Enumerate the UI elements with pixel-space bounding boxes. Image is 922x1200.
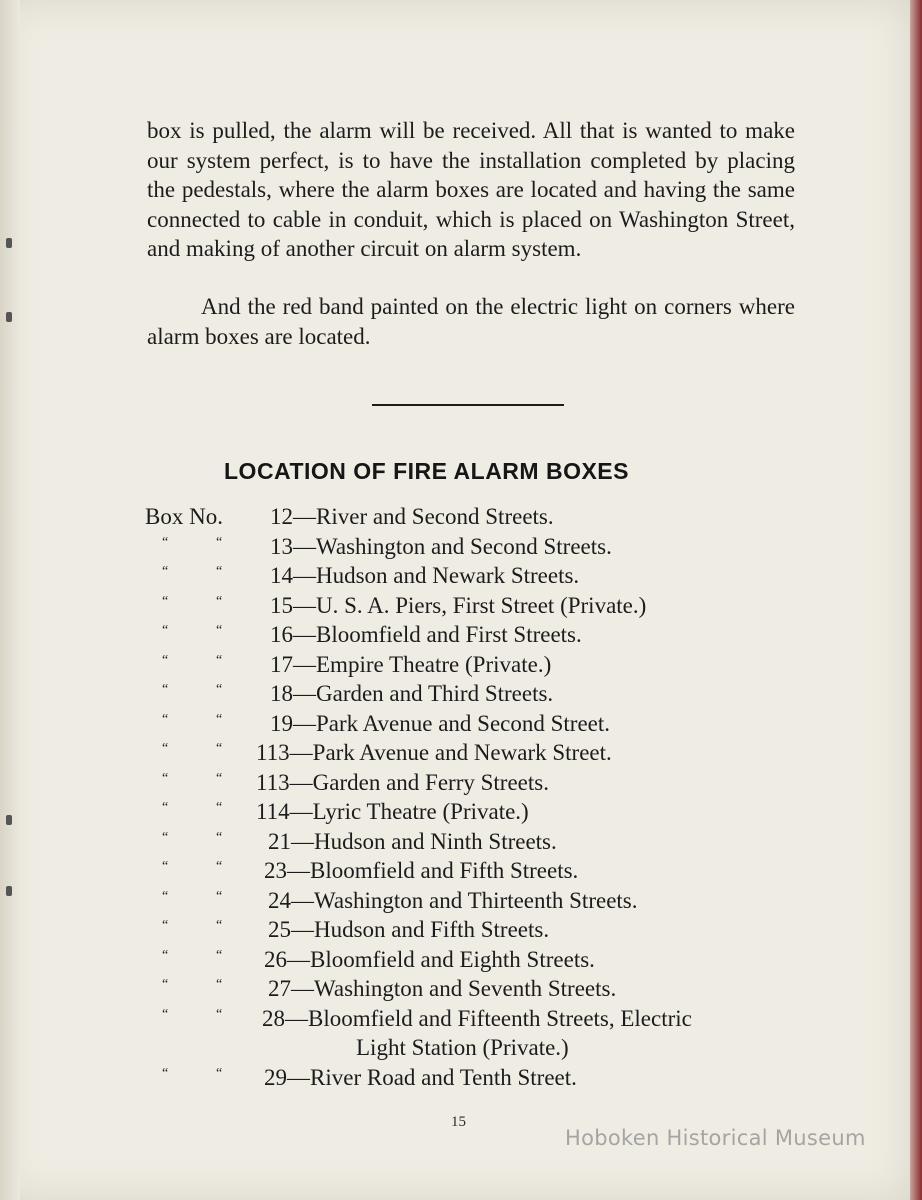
intro-paragraph-1: box is pulled, the alarm will be received. All that is wanted to make our system perfect, is to have the installation completed by placing the pedestals, where the alarm boxes are located and having the same connected to cable in conduit, which is placed on Washington Street, and making of another circuit on alarm system. (147, 118, 795, 261)
box-list-row (0, 915, 910, 945)
ditto-mark: “ (162, 800, 169, 815)
ditto-mark: “ (216, 652, 223, 668)
box-entry-continuation: Light Station (Private.) (356, 1035, 569, 1060)
ditto-mark: “ (216, 947, 223, 963)
box-entry: 14—Hudson and Newark Streets. (270, 563, 580, 588)
box-entry: 23—Bloomfield and Fifth Streets. (264, 858, 579, 883)
ditto-mark: “ (216, 534, 223, 550)
box-list-row (0, 591, 910, 621)
ditto-mark: “ (162, 977, 169, 992)
box-entry: 25—Hudson and Fifth Streets. (268, 917, 550, 942)
ditto-mark: “ (162, 888, 169, 904)
ditto-mark: “ (216, 623, 223, 638)
ditto-mark: “ (162, 593, 169, 609)
ditto-mark: “ (216, 829, 223, 845)
box-list-row (0, 561, 910, 591)
box-list-row (0, 650, 910, 680)
box-entry: 24—Washington and Thirteenth Streets. (268, 887, 638, 913)
box-list-row (0, 974, 910, 1004)
ditto-mark: “ (162, 1065, 169, 1081)
box-list-row (0, 502, 910, 532)
box-list-row (0, 768, 910, 798)
box-list-row (0, 856, 910, 886)
intro-paragraph-2: And the red band painted on the electric light on corners where alarm boxes are located. (147, 294, 795, 349)
ditto-mark: “ (216, 564, 223, 579)
box-list-row (0, 679, 910, 709)
box-entry: 19—Park Avenue and Second Street. (270, 710, 611, 736)
box-list-row (0, 532, 910, 562)
ditto-mark: “ (216, 682, 223, 697)
ditto-mark: “ (216, 888, 223, 904)
box-list-row (0, 827, 910, 857)
box-entry: 28—Bloomfield and Fifteenth Streets, Electric (262, 1005, 692, 1031)
box-list-row (0, 709, 910, 739)
binding-stitch (6, 238, 12, 248)
ditto-mark: “ (216, 977, 223, 992)
box-entry: 21—Hudson and Ninth Streets. (268, 828, 557, 854)
box-entry: 114—Lyric Theatre (Private.) (256, 799, 529, 824)
box-entry: 26—Bloomfield and Eighth Streets. (264, 946, 595, 972)
box-list-row (0, 1033, 910, 1063)
fire-alarm-box-list (0, 502, 910, 1092)
ditto-mark: “ (216, 859, 223, 874)
box-entry: 29—River Road and Tenth Street. (264, 1064, 577, 1090)
page-number: 15 (451, 1114, 466, 1130)
ditto-mark: “ (216, 770, 223, 786)
museum-watermark: Hoboken Historical Museum (565, 1126, 866, 1150)
box-entry: 27—Washington and Seventh Streets. (268, 976, 617, 1001)
ditto-mark: “ (162, 682, 169, 697)
ditto-mark: “ (162, 623, 169, 638)
binding-stitch (6, 312, 12, 322)
ditto-mark: “ (216, 1065, 223, 1081)
ditto-mark: “ (162, 918, 169, 933)
ditto-mark: “ (216, 1006, 223, 1022)
box-entry: 12—River and Second Streets. (270, 504, 554, 529)
box-entry: 15—U. S. A. Piers, First Street (Private.) (270, 592, 647, 618)
box-list-row (0, 1063, 910, 1093)
box-entry: 16—Bloomfield and First Streets. (270, 622, 582, 647)
ditto-mark: “ (162, 1006, 169, 1022)
box-entry: 17—Empire Theatre (Private.) (270, 651, 552, 677)
ditto-mark: “ (162, 770, 169, 786)
cover-edge (910, 0, 922, 1200)
ditto-mark: “ (162, 829, 169, 845)
ditto-mark: “ (216, 711, 223, 727)
ditto-mark: “ (162, 859, 169, 874)
box-entry: 18—Garden and Third Streets. (270, 681, 554, 706)
ditto-mark: “ (162, 711, 169, 727)
box-list-row (0, 620, 910, 650)
ditto-mark: “ (216, 593, 223, 609)
section-divider (372, 404, 564, 406)
box-entry: 113—Garden and Ferry Streets. (256, 769, 549, 795)
section-heading: LOCATION OF FIRE ALARM BOXES (224, 458, 629, 484)
box-number-label: Box No. (145, 504, 223, 529)
ditto-mark: “ (216, 800, 223, 815)
box-list-row (0, 886, 910, 916)
ditto-mark: “ (162, 564, 169, 579)
ditto-mark: “ (162, 947, 169, 963)
ditto-mark: “ (216, 918, 223, 933)
box-list-row (0, 797, 910, 827)
ditto-mark: “ (216, 741, 223, 756)
ditto-mark: “ (162, 652, 169, 668)
box-list-row (0, 738, 910, 768)
box-list-row (0, 945, 910, 975)
box-entry: 113—Park Avenue and Newark Street. (256, 740, 612, 765)
box-entry: 13—Washington and Second Streets. (270, 533, 612, 559)
ditto-mark: “ (162, 741, 169, 756)
box-list-row (0, 1004, 910, 1034)
ditto-mark: “ (162, 534, 169, 550)
